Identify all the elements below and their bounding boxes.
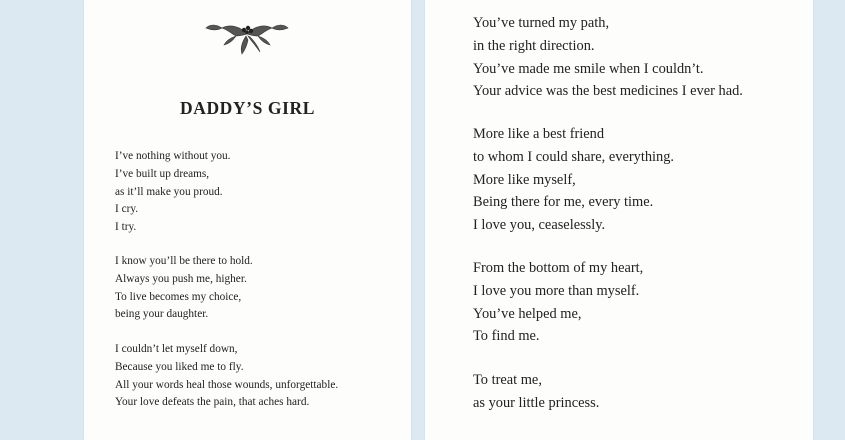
poem-line: You’ve helped me, xyxy=(473,305,582,322)
left-page xyxy=(84,0,411,440)
poem-line: I try. xyxy=(115,221,137,234)
poem-title: DADDY’S GIRL xyxy=(179,98,316,118)
holly-ornament-icon xyxy=(202,12,292,58)
poem-line: Always you push me, higher. xyxy=(115,272,247,285)
poem-line: I’ve built up dreams, xyxy=(115,167,210,180)
poem-line: I love you more than myself. xyxy=(473,282,640,299)
poem-line: Your advice was the best medicines I ever had. xyxy=(473,83,743,100)
poem-line: More like a best friend xyxy=(473,126,605,142)
poem-line: I’ve nothing without you. xyxy=(115,150,231,162)
poem-line: in the right direction. xyxy=(473,37,595,54)
right-stanza-3 xyxy=(473,257,643,348)
poem-line: being your daughter. xyxy=(115,308,209,321)
poem-line: I love you, ceaselessly. xyxy=(473,217,606,234)
poem-line: Because you liked me to fly. xyxy=(115,360,244,373)
left-stanza-2 xyxy=(115,253,253,324)
poem-line: All your words heal those wounds, unforgettable. xyxy=(115,378,339,391)
left-stanza-1 xyxy=(115,148,230,237)
right-page xyxy=(425,0,813,440)
poem-line: as it’ll make you proud. xyxy=(115,185,223,198)
poem-line: Being there for me, every time. xyxy=(473,194,654,211)
poem-line: You’ve turned my path, xyxy=(473,15,610,31)
poem-line: to whom I could share, everything. xyxy=(473,148,675,165)
right-stanza-2 xyxy=(473,123,674,237)
poem-line: From the bottom of my heart, xyxy=(473,260,644,276)
poem-line: I couldn’t let myself down, xyxy=(115,343,238,355)
poem-line: as your little princess. xyxy=(473,394,600,411)
poem-line: Your love defeats the pain, that aches hard. xyxy=(115,396,310,409)
left-stanza-3 xyxy=(115,341,338,412)
poem-line: To live becomes my choice, xyxy=(115,290,242,303)
right-stanza-4 xyxy=(473,369,599,415)
poem-line: You’ve made me smile when I couldn’t. xyxy=(473,60,704,77)
poem-line: I cry. xyxy=(115,203,139,216)
poem-line: To find me. xyxy=(473,328,540,345)
poem-line: I know you’ll be there to hold. xyxy=(115,255,253,267)
poem-line: To treat me, xyxy=(473,372,542,388)
poem-line: More like myself, xyxy=(473,171,576,188)
right-stanza-1 xyxy=(473,12,743,103)
